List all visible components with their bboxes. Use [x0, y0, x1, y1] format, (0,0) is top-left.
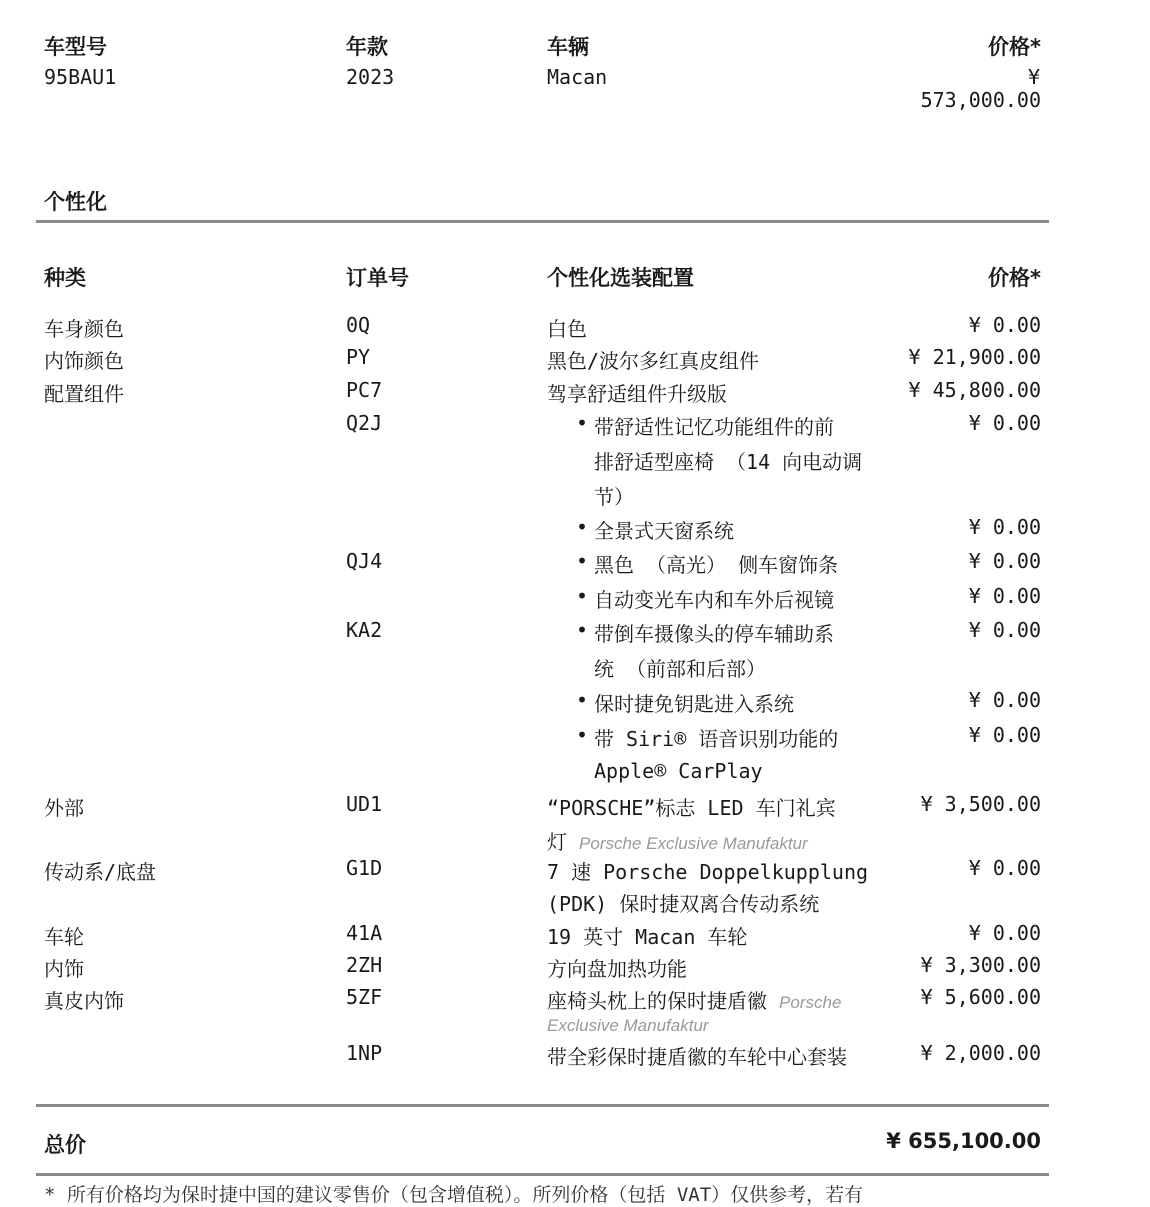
total-value: ¥ 655,100.00: [886, 1129, 1041, 1153]
row-code: 2ZH: [346, 953, 383, 977]
row-option-text: 灯: [547, 830, 567, 854]
exclusive-manufaktur-note: Porsche Exclusive Manufaktur: [579, 834, 808, 853]
row-category: 外部: [44, 796, 84, 820]
row-price: ¥ 3,500.00: [920, 792, 1041, 816]
col-price-header: 价格*: [988, 266, 1041, 290]
row-price: ¥ 0.00: [968, 584, 1041, 608]
row-price: ¥ 0.00: [968, 921, 1041, 945]
row-option-line2: (PDK) 保时捷双离合传动系统: [547, 892, 820, 916]
row-option-line1: [547, 985, 841, 1014]
bullet-icon: •: [576, 411, 589, 435]
row-category: 车身颜色: [44, 317, 124, 341]
bullet-icon: •: [576, 618, 589, 642]
row-price: ¥ 0.00: [968, 723, 1041, 747]
row-option: 带全彩保时捷盾徽的车轮中心套装: [547, 1045, 847, 1069]
row-price: ¥ 0.00: [968, 411, 1041, 435]
row-code: KA2: [346, 618, 383, 642]
bullet-icon: •: [576, 549, 589, 573]
model-label: 车型号: [44, 35, 107, 59]
row-option: 全景式天窗系统: [594, 519, 734, 543]
bullet-icon: •: [576, 584, 589, 608]
row-option-line1: “PORSCHE”标志 LED 车门礼宾: [547, 796, 836, 820]
row-category: 真皮内饰: [44, 989, 124, 1013]
row-code: 41A: [346, 921, 383, 945]
base-price-value: 573,000.00: [920, 88, 1041, 112]
row-option: 白色: [547, 317, 587, 341]
row-option-line2: 统 （前部和后部）: [594, 657, 767, 681]
row-code: 1NP: [346, 1041, 383, 1065]
row-option: 自动变光车内和车外后视镜: [594, 588, 834, 612]
row-option: 黑色 （高光） 侧车窗饰条: [594, 553, 839, 577]
row-option: 保时捷免钥匙进入系统: [594, 692, 794, 716]
row-category: 车轮: [44, 925, 84, 949]
row-option: 19 英寸 Macan 车轮: [547, 925, 748, 949]
row-price: ¥ 0.00: [968, 549, 1041, 573]
row-code: 0Q: [346, 313, 371, 337]
model-value: 95BAU1: [44, 65, 117, 89]
footer-divider: [36, 1173, 1049, 1176]
year-value: 2023: [346, 65, 395, 89]
row-price: ¥ 2,000.00: [920, 1041, 1041, 1065]
row-category: 内饰颜色: [44, 349, 124, 373]
row-price: ¥ 0.00: [968, 618, 1041, 642]
row-code: 5ZF: [346, 985, 383, 1009]
exclusive-manufaktur-note: Porsche: [779, 993, 842, 1012]
section-title: 个性化: [44, 190, 107, 214]
year-label: 年款: [346, 35, 388, 59]
row-code: UD1: [346, 792, 383, 816]
price-label: 价格*: [988, 35, 1041, 59]
row-category: 内饰: [44, 957, 84, 981]
exclusive-manufaktur-note: Exclusive Manufaktur: [547, 1016, 709, 1035]
row-price: ¥ 0.00: [968, 688, 1041, 712]
row-code: PY: [346, 345, 371, 369]
base-price-currency: ¥: [1027, 65, 1040, 89]
total-divider: [36, 1104, 1049, 1107]
row-option-text: 座椅头枕上的保时捷盾徽: [547, 989, 767, 1013]
row-code: G1D: [346, 856, 383, 880]
total-label: 总价: [44, 1133, 86, 1157]
row-option-line2: [547, 826, 808, 855]
row-option: 驾享舒适组件升级版: [547, 382, 727, 406]
row-option: 黑色/波尔多红真皮组件: [547, 349, 760, 373]
row-price: ¥ 5,600.00: [920, 985, 1041, 1009]
row-category: 传动系/底盘: [44, 860, 157, 884]
row-option-line1: 带 Siri® 语音识别功能的: [594, 727, 839, 751]
row-price: ¥ 45,800.00: [908, 378, 1041, 402]
row-option-line3: 节）: [594, 485, 634, 509]
vehicle-value: Macan: [547, 65, 608, 89]
row-option-line2: 排舒适型座椅 （14 向电动调: [594, 450, 863, 474]
row-price: ¥ 3,300.00: [920, 953, 1041, 977]
row-price: ¥ 0.00: [968, 515, 1041, 539]
row-option-line2: Apple® CarPlay: [594, 759, 763, 783]
section-divider: [36, 220, 1049, 223]
row-category: 配置组件: [44, 382, 124, 406]
row-option-line1: 带舒适性记忆功能组件的前: [594, 415, 834, 439]
vehicle-label: 车辆: [547, 35, 589, 59]
row-option-line1: 7 速 Porsche Doppelkupplung: [547, 860, 869, 884]
col-option-header: 个性化选装配置: [547, 266, 694, 290]
bullet-icon: •: [576, 688, 589, 712]
row-code: QJ4: [346, 549, 383, 573]
row-price: ¥ 0.00: [968, 313, 1041, 337]
bullet-icon: •: [576, 515, 589, 539]
footnote: * 所有价格均为保时捷中国的建议零售价（包含增值税）。所列价格（包括 VAT）仅供参考，若有: [44, 1184, 864, 1206]
col-code-header: 订单号: [346, 266, 409, 290]
row-price: ¥ 21,900.00: [908, 345, 1041, 369]
row-option-line1: 带倒车摄像头的停车辅助系: [594, 622, 834, 646]
row-code: Q2J: [346, 411, 383, 435]
bullet-icon: •: [576, 723, 589, 747]
row-code: PC7: [346, 378, 383, 402]
col-category-header: 种类: [44, 266, 86, 290]
row-price: ¥ 0.00: [968, 856, 1041, 880]
row-option: 方向盘加热功能: [547, 957, 687, 981]
